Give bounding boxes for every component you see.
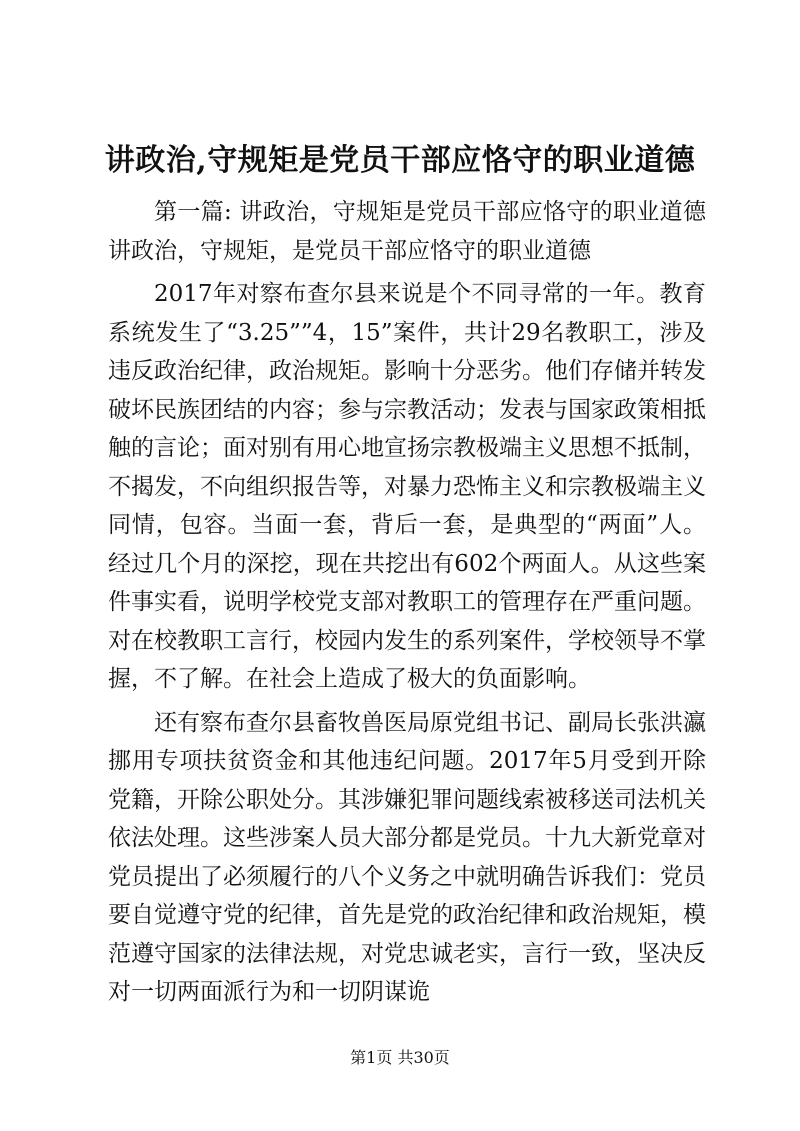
- paragraph-heading: 第一篇: 讲政治，守规矩是党员干部应恪守的职业道德讲政治，守规矩，是党员干部应恪守的职业道德: [108, 199, 706, 264]
- document-body: [108, 193, 706, 1012]
- paragraph-livestock-bureau-case: 还有察布查尔县畜牧兽医局原党组书记、副局长张洪瀛挪用专项扶贫资金和其他违纪问题。2017年5月受到开除党籍，开除公职处分。其涉嫌犯罪问题线索被移送司法机关依法处理。这些涉案人员大部分都是党员。十九大新党章对党员提出了必须履行的八个义务之中就明确告诉我们：党员要自觉遵守党的纪律，首先是党的政治纪律和政治规矩，模范遵守国家的法律法规，对党忠诚老实，言行一致，坚决反对一切两面派行为和一切阴谋诡: [108, 709, 706, 1005]
- paragraph-education-cases: 2017年对察布查尔县来说是个不同寻常的一年。教育系统发生了“3.25””4，15”案件，共计29名教职工，涉及违反政治纪律，政治规矩。影响十分恶劣。他们存储并转发破坏民族团结的内容；参与宗教活动；发表与国家政策相抵触的言论；面对别有用心地宣扬宗教极端主义思想不抵制，不揭发，不向组织报告等，对暴力恐怖主义和宗教极端主义同情，包容。当面一套，背后一套，是典型的“两面”人。经过几个月的深挖，现在共挖出有602个两面人。从这些案件事实看，说明学校党支部对教职工的管理存在严重问题。对在校教职工言行，校园内发生的系列案件，学校领导不掌握，不了解。在社会上造成了极大的负面影响。: [108, 281, 706, 692]
- page-number-footer: 第1页 共30页: [350, 1048, 450, 1067]
- document-title: 讲政治,守规矩是党员干部应恪守的职业道德: [104, 143, 696, 178]
